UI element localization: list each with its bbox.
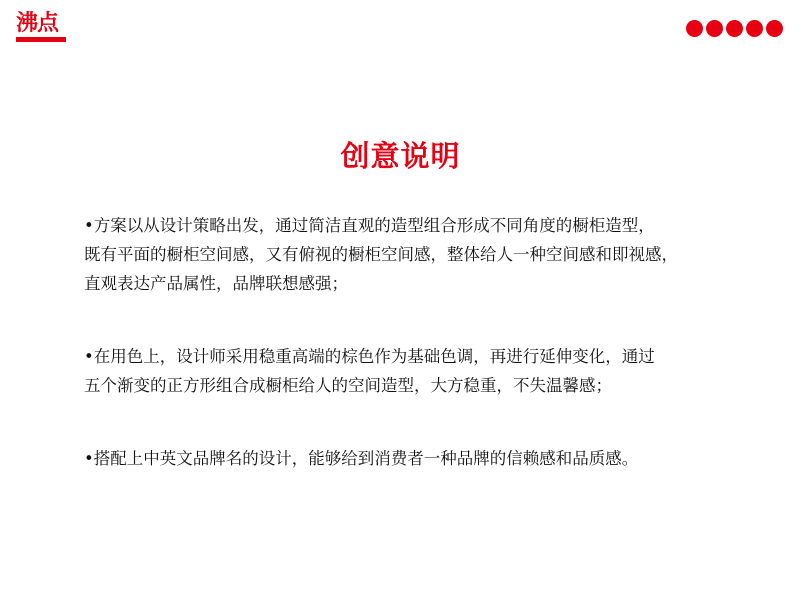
- brand-logo-text: 沸点: [16, 10, 59, 36]
- dot-3: [726, 20, 743, 37]
- paragraph-line: 既有平面的橱柜空间感，又有俯视的橱柜空间感，整体给人一种空间感和即视感，: [84, 245, 678, 264]
- dot-1: [686, 20, 703, 37]
- description-body: [84, 211, 774, 517]
- brand-logo-strip: [16, 37, 66, 42]
- paragraph-2: [84, 342, 774, 400]
- paragraph-line: 五个渐变的正方形组合成橱柜给人的空间造型，大方稳重，不失温馨感；: [84, 376, 612, 395]
- brand-logo: [16, 10, 66, 48]
- paragraph-line: •方案以从设计策略出发，通过简洁直观的造型组合形成不同角度的橱柜造型，: [84, 216, 655, 235]
- dot-4: [746, 20, 763, 37]
- page-title: 创意说明: [340, 139, 461, 173]
- dot-2: [706, 20, 723, 37]
- decorative-dots: [686, 20, 783, 37]
- dot-5: [766, 20, 783, 37]
- paragraph-1: [84, 211, 774, 298]
- paragraph-line: •搭配上中英文品牌名的设计，能够给到消费者一种品牌的信赖感和品质感。: [84, 449, 639, 468]
- paragraph-3: [84, 444, 774, 473]
- paragraph-line: •在用色上，设计师采用稳重高端的棕色作为基础色调，再进行延伸变化，通过: [84, 347, 655, 366]
- paragraph-line: 直观表达产品属性，品牌联想感强；: [84, 274, 348, 293]
